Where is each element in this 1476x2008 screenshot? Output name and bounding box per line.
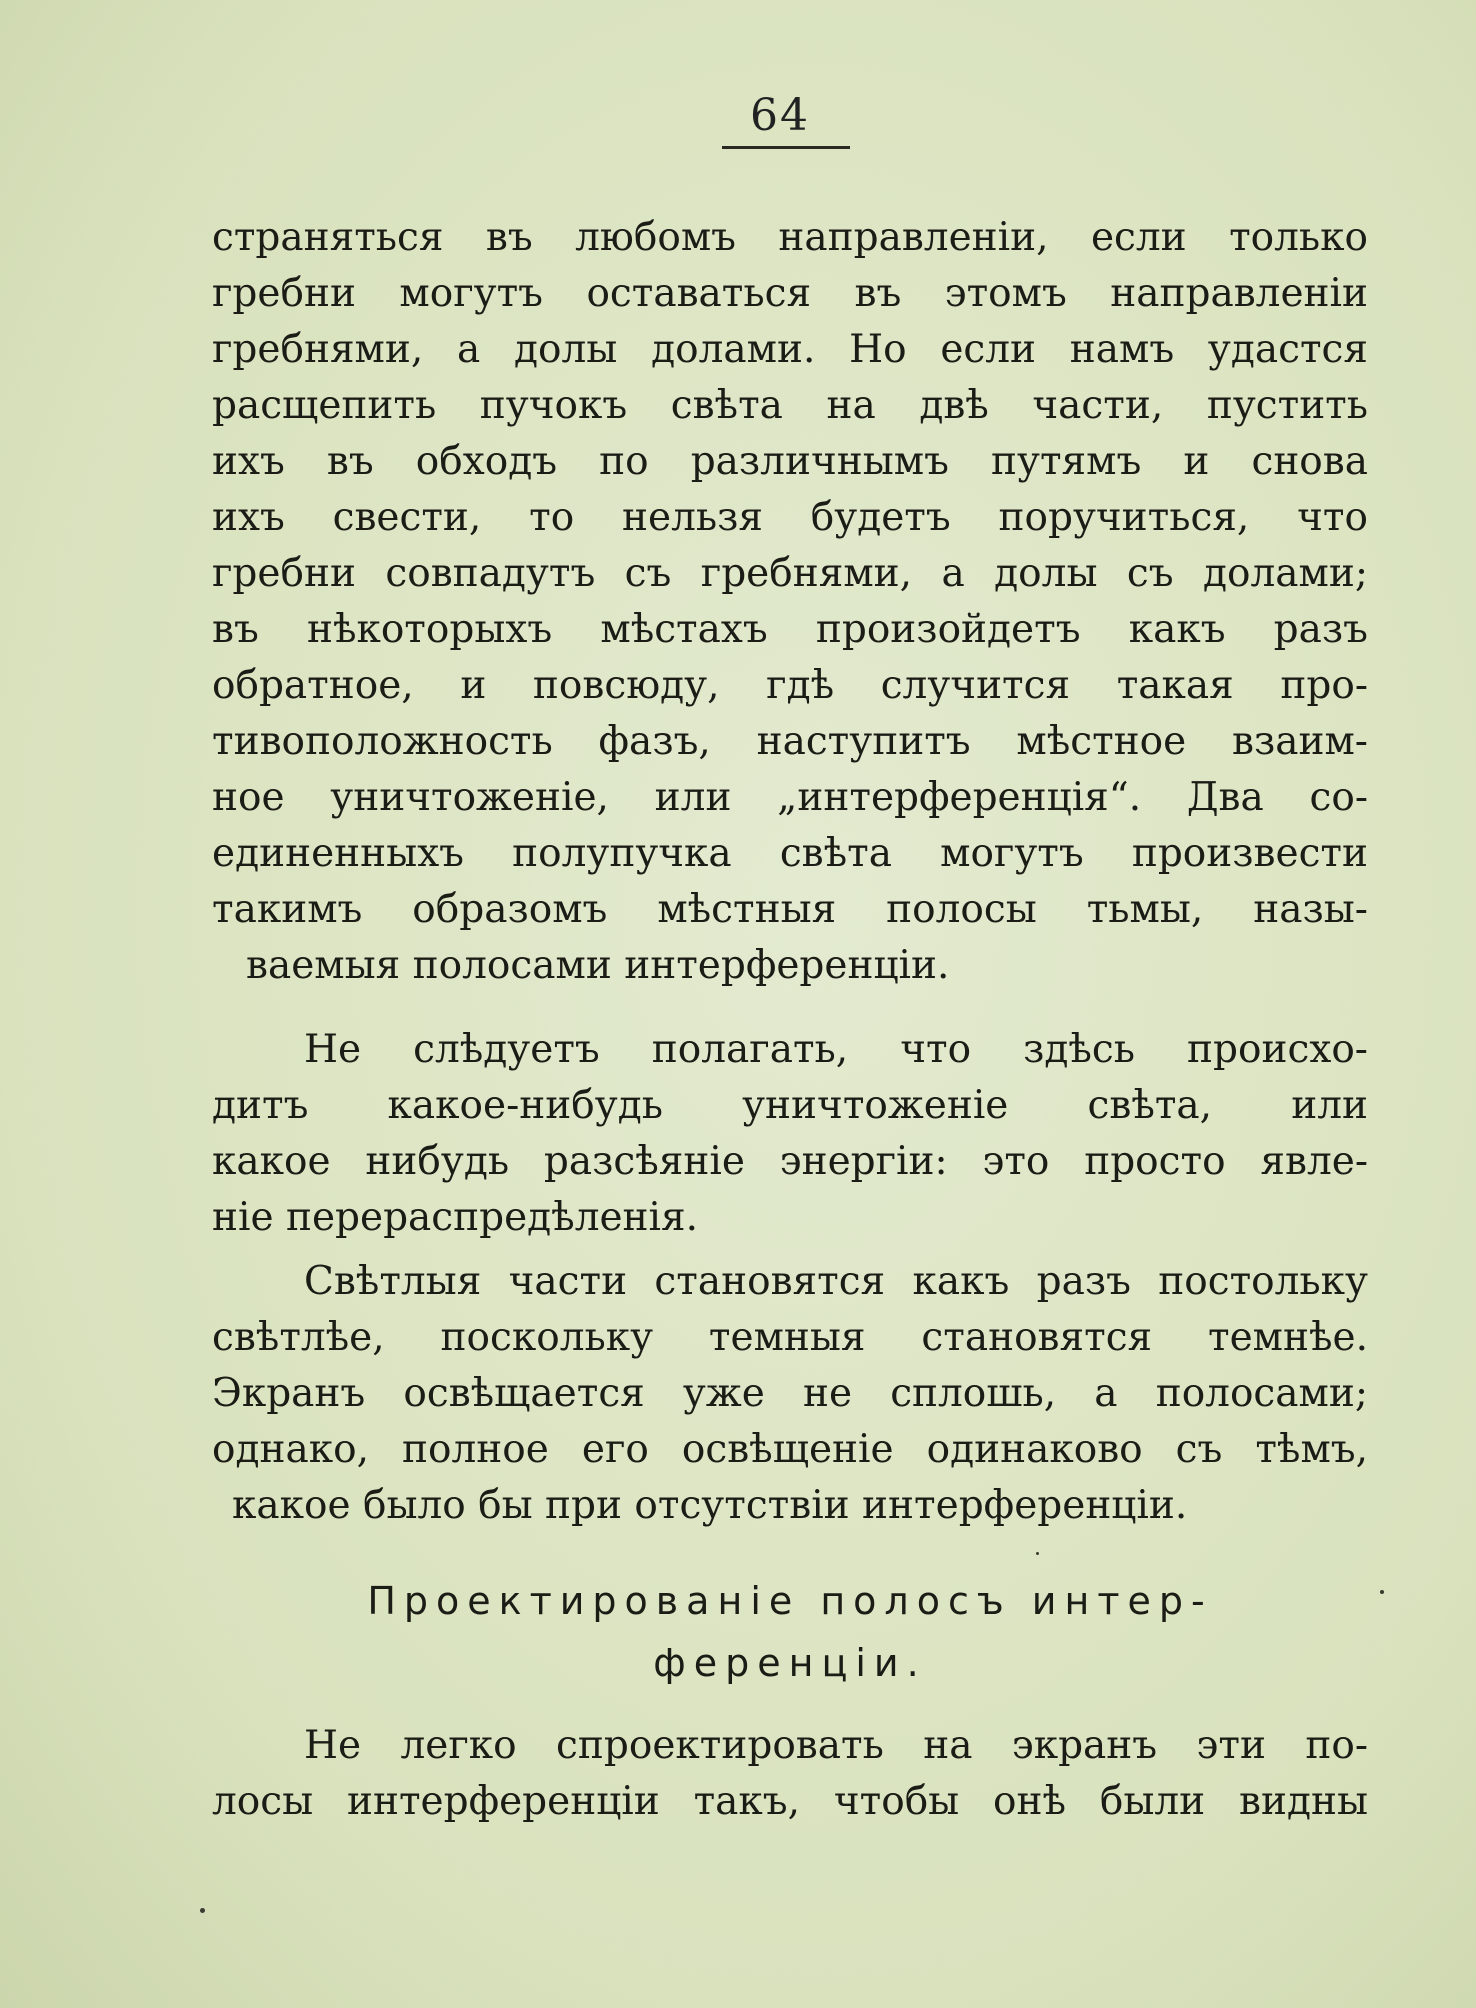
text-line: тивоположность фазъ, наступитъ мѣстное взаим- bbox=[212, 719, 1368, 764]
text-line: однако, полное его освѣщеніе одинаково съ тѣмъ, bbox=[212, 1427, 1368, 1472]
text-line: ихъ свести, то нельзя будетъ поручиться, что bbox=[212, 495, 1368, 540]
heading-line: ференціи. bbox=[653, 1641, 927, 1685]
text-line: гребнями, а долы долами. Но если намъ удастся bbox=[212, 327, 1368, 372]
paper-speck bbox=[1380, 1590, 1384, 1594]
section-heading bbox=[212, 1570, 1368, 1694]
paragraph-2 bbox=[212, 1022, 1368, 1246]
text-line: расщепить пучокъ свѣта на двѣ части, пустить bbox=[212, 383, 1368, 428]
text-line: какое нибудь разсѣяніе энергіи: это просто явле- bbox=[212, 1139, 1368, 1184]
text-line: единенныхъ полупучка свѣта могутъ произвести bbox=[212, 831, 1368, 876]
text-line: обратное, и повсюду, гдѣ случится такая про- bbox=[212, 663, 1368, 708]
text-line: какое было бы при отсутствіи интерференціи. bbox=[232, 1483, 1188, 1528]
text-line: лосы интерференціи такъ, чтобы онѣ были видны bbox=[212, 1779, 1368, 1824]
paper-speck bbox=[200, 1908, 205, 1913]
paper-speck bbox=[1036, 1552, 1039, 1555]
text-line: ніе перераспредѣленія. bbox=[212, 1195, 699, 1240]
page-number-rule bbox=[722, 146, 850, 149]
paragraph-4 bbox=[212, 1718, 1368, 1830]
text-line: дитъ какое-нибудь уничтоженіе свѣта, или bbox=[212, 1083, 1368, 1128]
text-line: страняться въ любомъ направленіи, если только bbox=[212, 215, 1368, 260]
text-line: ихъ въ обходъ по различнымъ путямъ и снова bbox=[212, 439, 1368, 484]
text-line: гребни могутъ оставаться въ этомъ направленіи bbox=[212, 271, 1368, 316]
text-line: Не слѣдуетъ полагать, что здѣсь происхо- bbox=[304, 1027, 1368, 1072]
text-line: ваемыя полосами интерференціи. bbox=[246, 943, 950, 988]
text-line: Экранъ освѣщается уже не сплошь, а полосами; bbox=[212, 1371, 1368, 1416]
text-line: гребни совпадутъ съ гребнями, а долы съ долами; bbox=[212, 551, 1368, 596]
text-line: Не легко спроектировать на экранъ эти по- bbox=[304, 1723, 1368, 1768]
text-line: свѣтлѣе, поскольку темныя становятся темнѣе. bbox=[212, 1315, 1368, 1360]
text-line: такимъ образомъ мѣстныя полосы тьмы, назы- bbox=[212, 887, 1368, 932]
text-line: Свѣтлыя части становятся какъ разъ постольку bbox=[304, 1259, 1368, 1304]
text-line: въ нѣкоторыхъ мѣстахъ произойдетъ какъ разъ bbox=[212, 607, 1368, 652]
text-line: ное уничтоженіе, или „интерференція“. Два со- bbox=[212, 775, 1368, 820]
page-number: 64 bbox=[750, 90, 810, 141]
heading-line: Проектированіе полосъ интер- bbox=[367, 1579, 1213, 1623]
paragraph-1 bbox=[212, 210, 1368, 994]
paragraph-3 bbox=[212, 1254, 1368, 1534]
